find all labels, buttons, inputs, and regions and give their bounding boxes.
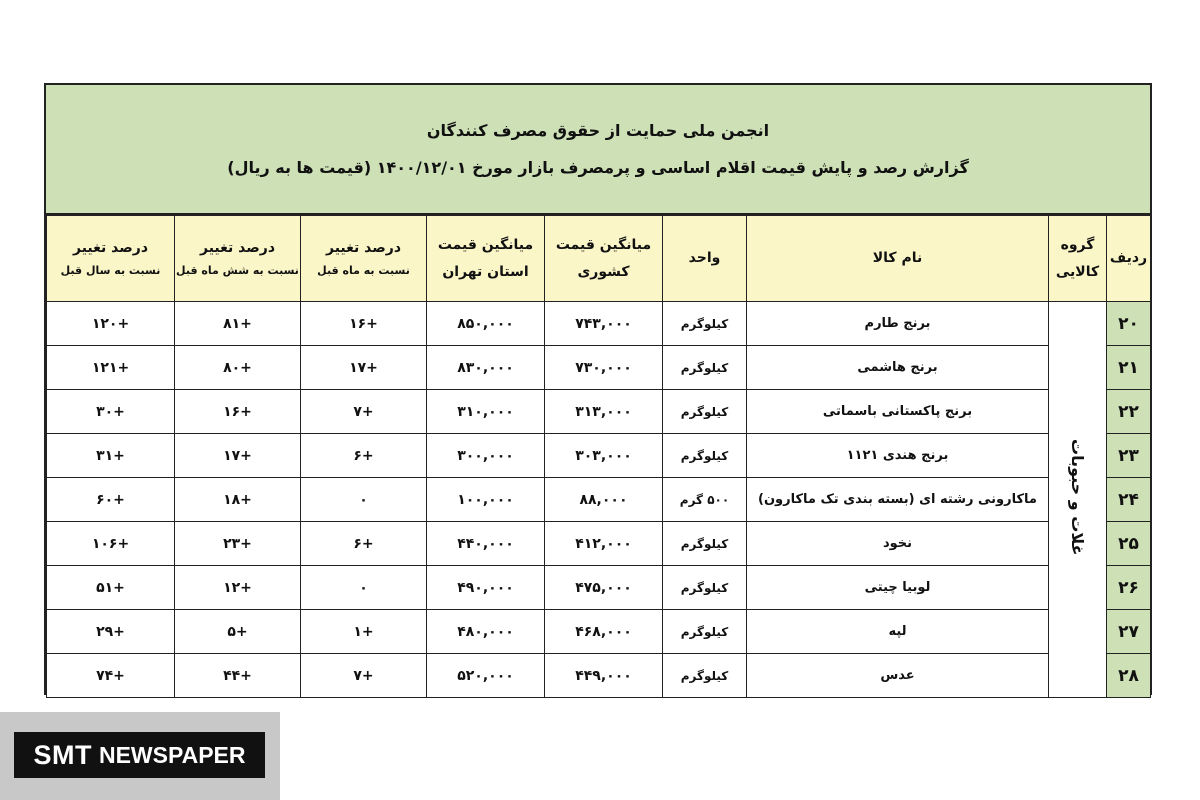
change-vs-six-months: +۱۲: [175, 566, 301, 610]
change-vs-year: +۲۹: [47, 610, 175, 654]
row-number: ۲۱: [1107, 346, 1151, 390]
change-vs-month: +۶: [301, 434, 427, 478]
change-vs-year: +۷۴: [47, 654, 175, 698]
change-vs-six-months: +۴۴: [175, 654, 301, 698]
change-vs-month: +۱۶: [301, 302, 427, 346]
change-vs-year: +۱۲۱: [47, 346, 175, 390]
col-header-unit: واحد: [663, 216, 747, 302]
table-row: [47, 434, 1151, 478]
unit: کیلوگرم: [663, 654, 747, 698]
avg-price-country: ۴۶۸,۰۰۰: [545, 610, 663, 654]
col-header-avg-tehran: میانگین قیمت استان تهران: [427, 216, 545, 302]
price-report: [44, 83, 1152, 695]
avg-price-tehran: ۵۲۰,۰۰۰: [427, 654, 545, 698]
change-vs-six-months: +۱۶: [175, 390, 301, 434]
change-vs-year: +۶۰: [47, 478, 175, 522]
col-header-avg-country: میانگین قیمت کشوری: [545, 216, 663, 302]
item-name: برنج پاکستانی باسماتی: [747, 390, 1049, 434]
item-name: ماکارونی رشته ای (بسته بندی تک ماکارون): [747, 478, 1049, 522]
avg-price-country: ۳۱۳,۰۰۰: [545, 390, 663, 434]
change-vs-month: +۷: [301, 390, 427, 434]
item-name: عدس: [747, 654, 1049, 698]
col-header-change-year: درصد تغییر نسبت به سال قبل: [47, 216, 175, 302]
change-vs-month: +۶: [301, 522, 427, 566]
row-number: ۲۶: [1107, 566, 1151, 610]
unit: کیلوگرم: [663, 566, 747, 610]
avg-price-tehran: ۴۴۰,۰۰۰: [427, 522, 545, 566]
table-row: [47, 522, 1151, 566]
change-vs-year: +۵۱: [47, 566, 175, 610]
row-number: ۲۸: [1107, 654, 1151, 698]
table-row: [47, 390, 1151, 434]
unit: کیلوگرم: [663, 434, 747, 478]
avg-price-tehran: ۳۰۰,۰۰۰: [427, 434, 545, 478]
col-header-group: گروه کالایی: [1049, 216, 1107, 302]
report-header: [46, 85, 1150, 215]
col-header-item-name: نام کالا: [747, 216, 1049, 302]
avg-price-country: ۳۰۳,۰۰۰: [545, 434, 663, 478]
unit: کیلوگرم: [663, 522, 747, 566]
change-vs-month: +۱۷: [301, 346, 427, 390]
row-number: ۲۴: [1107, 478, 1151, 522]
change-vs-year: +۳۰: [47, 390, 175, 434]
col-header-row-num: ردیف: [1107, 216, 1151, 302]
change-vs-month: +۱: [301, 610, 427, 654]
table-row: [47, 654, 1151, 698]
avg-price-tehran: ۱۰۰,۰۰۰: [427, 478, 545, 522]
brand-panel: [0, 712, 280, 800]
change-vs-month: ۰: [301, 566, 427, 610]
item-name: برنج طارم: [747, 302, 1049, 346]
avg-price-tehran: ۸۵۰,۰۰۰: [427, 302, 545, 346]
table-row: [47, 566, 1151, 610]
avg-price-tehran: ۸۳۰,۰۰۰: [427, 346, 545, 390]
change-vs-six-months: +۵: [175, 610, 301, 654]
item-name: برنج هندی ۱۱۲۱: [747, 434, 1049, 478]
avg-price-country: ۷۴۳,۰۰۰: [545, 302, 663, 346]
row-number: ۲۵: [1107, 522, 1151, 566]
unit: کیلوگرم: [663, 302, 747, 346]
brand-logo: [14, 732, 265, 778]
avg-price-country: ۸۸,۰۰۰: [545, 478, 663, 522]
item-name: لوبیا چیتی: [747, 566, 1049, 610]
change-vs-year: +۱۰۶: [47, 522, 175, 566]
table-row: [47, 346, 1151, 390]
avg-price-tehran: ۳۱۰,۰۰۰: [427, 390, 545, 434]
row-number: ۲۲: [1107, 390, 1151, 434]
avg-price-country: ۴۴۹,۰۰۰: [545, 654, 663, 698]
col-header-change-six-months: درصد تغییر نسبت به شش ماه قبل: [175, 216, 301, 302]
price-table: [46, 215, 1151, 698]
item-name: نخود: [747, 522, 1049, 566]
change-vs-month: ۰: [301, 478, 427, 522]
item-name: لپه: [747, 610, 1049, 654]
change-vs-six-months: +۱۷: [175, 434, 301, 478]
row-number: ۲۷: [1107, 610, 1151, 654]
change-vs-six-months: +۱۸: [175, 478, 301, 522]
avg-price-country: ۷۳۰,۰۰۰: [545, 346, 663, 390]
avg-price-tehran: ۴۸۰,۰۰۰: [427, 610, 545, 654]
item-name: برنج هاشمی: [747, 346, 1049, 390]
change-vs-six-months: +۸۱: [175, 302, 301, 346]
change-vs-month: +۷: [301, 654, 427, 698]
unit: ۵۰۰ گرم: [663, 478, 747, 522]
group-cell: [1049, 302, 1107, 698]
table-header-row: [47, 216, 1151, 302]
unit: کیلوگرم: [663, 610, 747, 654]
avg-price-country: ۴۷۵,۰۰۰: [545, 566, 663, 610]
unit: کیلوگرم: [663, 346, 747, 390]
avg-price-country: ۴۱۲,۰۰۰: [545, 522, 663, 566]
change-vs-six-months: +۲۳: [175, 522, 301, 566]
unit: کیلوگرم: [663, 390, 747, 434]
change-vs-year: +۱۲۰: [47, 302, 175, 346]
brand-logo-part1: SMT: [33, 739, 92, 770]
table-row: [47, 478, 1151, 522]
row-number: ۲۳: [1107, 434, 1151, 478]
table-row: [47, 302, 1151, 346]
report-title: گزارش رصد و پایش قیمت اقلام اساسی و پرمصرف بازار مورخ ۱۴۰۰/۱۲/۰۱ (قیمت ها به ریال): [227, 158, 969, 177]
row-number: ۲۰: [1107, 302, 1151, 346]
org-title: انجمن ملی حمایت از حقوق مصرف کنندگان: [426, 121, 770, 140]
change-vs-six-months: +۸۰: [175, 346, 301, 390]
avg-price-tehran: ۴۹۰,۰۰۰: [427, 566, 545, 610]
col-header-change-month: درصد تغییر نسبت به ماه قبل: [301, 216, 427, 302]
brand-logo-part2: NEWSPAPER: [98, 741, 246, 768]
table-row: [47, 610, 1151, 654]
table-body: [47, 302, 1151, 698]
change-vs-year: +۳۱: [47, 434, 175, 478]
group-label: غلات و حبوبات: [1068, 439, 1087, 556]
